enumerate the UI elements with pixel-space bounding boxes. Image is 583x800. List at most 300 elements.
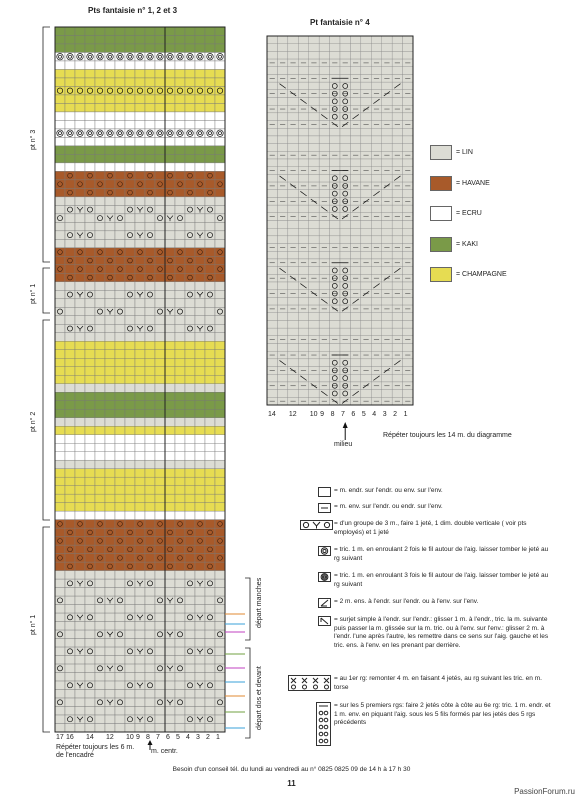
chart-cell (95, 520, 105, 528)
chart-cell (267, 159, 277, 167)
chart-cell (350, 313, 360, 321)
chart-cell (135, 503, 145, 511)
chart-cell (175, 554, 185, 562)
chart-cell (392, 228, 402, 236)
chart-cell (185, 622, 195, 630)
chart-cell (330, 144, 340, 152)
chart-cell (371, 221, 381, 229)
chart-cell (95, 690, 105, 698)
chart-cell (382, 374, 392, 382)
chart-cell (145, 707, 155, 715)
chart-cell (330, 313, 340, 321)
chart-cell (55, 520, 65, 528)
chart-cell (277, 344, 287, 352)
chart-cell (155, 664, 165, 672)
chart-cell (309, 51, 319, 59)
chart-cell (288, 159, 298, 167)
chart-cell (371, 344, 381, 352)
legend-swatch-havane (430, 176, 452, 191)
chart-cell (85, 647, 95, 655)
chart-cell (65, 656, 75, 664)
chart-cell (135, 639, 145, 647)
chart-cell (145, 545, 155, 553)
chart-cell (319, 36, 329, 44)
chart-cell (155, 715, 165, 723)
chart-cell (319, 136, 329, 144)
stitch-number: 3 (196, 734, 200, 741)
chart-cell (165, 460, 175, 468)
chart-cell (392, 221, 402, 229)
chart-cell (115, 673, 125, 681)
chart-cell (288, 51, 298, 59)
chart-cell (319, 236, 329, 244)
chart-cell (288, 251, 298, 259)
chart-cell (298, 328, 308, 336)
chart-cell (85, 656, 95, 664)
section-label-pt1-upper: pt n° 1 (30, 283, 37, 304)
chart-cell (165, 681, 175, 689)
chart-cell (55, 494, 65, 502)
chart-cell (155, 511, 165, 519)
chart-cell (105, 588, 115, 596)
chart-cell (75, 562, 85, 570)
chart-cell (85, 579, 95, 587)
chart-cell (309, 36, 319, 44)
chart-cell (288, 297, 298, 305)
chart-cell (277, 297, 287, 305)
chart-cell (85, 622, 95, 630)
chart-cell (185, 460, 195, 468)
chart-cell (215, 571, 225, 579)
chart-cell (330, 51, 340, 59)
chart-cell (361, 128, 371, 136)
chart-cell (403, 221, 413, 229)
chart-cell (135, 520, 145, 528)
chart-cell (85, 673, 95, 681)
chart-cell (215, 630, 225, 638)
legend-label-kaki: = KAKI (456, 241, 478, 248)
chart-cell (65, 537, 75, 545)
chart-cell (392, 282, 402, 290)
chart-cell (195, 503, 205, 511)
chart-cell (382, 144, 392, 152)
chart-cell (95, 571, 105, 579)
chart-cell (371, 228, 381, 236)
stitch-number: 2 (393, 411, 398, 418)
chart-cell (165, 579, 175, 587)
chart-cell (145, 511, 155, 519)
chart-cell (392, 113, 402, 121)
chart-cell (298, 82, 308, 90)
chart-cell (115, 622, 125, 630)
chart-cell (85, 690, 95, 698)
chart-cell (298, 390, 308, 398)
chart-cell (145, 571, 155, 579)
chart-cell (403, 67, 413, 75)
chart-cell (105, 622, 115, 630)
chart-cell (392, 36, 402, 44)
chart-cell (55, 673, 65, 681)
chart-cell (267, 174, 277, 182)
chart-cell (371, 313, 381, 321)
chart-cell (392, 344, 402, 352)
chart-cell (145, 588, 155, 596)
chart-cell (288, 359, 298, 367)
symbol-text-group3: = d'un groupe de 3 m., faire 1 jeté, 1 dim. double verticale ( voir pts employés) et 1 jeté (334, 520, 527, 536)
chart-cell (309, 344, 319, 352)
chart-cell (145, 673, 155, 681)
chart-cell (340, 251, 350, 259)
chart-cell (185, 520, 195, 528)
chart-cell (382, 136, 392, 144)
chart-cell (215, 596, 225, 604)
chart-cell (371, 251, 381, 259)
chart-cell (145, 537, 155, 545)
chart-cell (155, 681, 165, 689)
chart-cell (115, 681, 125, 689)
chart-cell (195, 707, 205, 715)
chart-cell (165, 503, 175, 511)
chart-cell (65, 681, 75, 689)
chart-cell (135, 528, 145, 536)
chart-cell (403, 267, 413, 275)
chart-cell (340, 136, 350, 144)
chart-cell (392, 159, 402, 167)
chart-cell (165, 715, 175, 723)
chart-cell (205, 562, 215, 570)
chart-cell (135, 605, 145, 613)
chart-cell (185, 690, 195, 698)
chart-cell (125, 724, 135, 732)
chart-cell (205, 588, 215, 596)
chart-cell (330, 320, 340, 328)
chart-cell (205, 681, 215, 689)
chart-cell (215, 647, 225, 655)
chart-cell (403, 320, 413, 328)
chart-cell (195, 562, 205, 570)
chart-cell (403, 128, 413, 136)
chart-cell (155, 537, 165, 545)
chart-cell (267, 113, 277, 121)
chart-cell (288, 98, 298, 106)
chart-cell (195, 656, 205, 664)
chart-cell (95, 613, 105, 621)
chart-cell (55, 715, 65, 723)
chart-cell (403, 44, 413, 52)
chart-cell (115, 469, 125, 477)
chart-cell (382, 174, 392, 182)
chart-cell (135, 673, 145, 681)
right-chart-grid (267, 36, 413, 405)
chart-cell (125, 486, 135, 494)
chart-cell (105, 477, 115, 485)
chart-cell (75, 537, 85, 545)
chart-cell (195, 469, 205, 477)
chart-cell (403, 190, 413, 198)
chart-cell (298, 267, 308, 275)
stitch-number: 10 (126, 734, 134, 741)
chart-cell (145, 630, 155, 638)
chart-cell (145, 639, 155, 647)
chart-cell (65, 571, 75, 579)
chart-cell (125, 503, 135, 511)
chart-cell (125, 715, 135, 723)
chart-cell (361, 82, 371, 90)
chart-cell (155, 554, 165, 562)
chart-cell (145, 613, 155, 621)
chart-cell (145, 579, 155, 587)
chart-cell (298, 113, 308, 121)
chart-cell (277, 44, 287, 52)
chart-cell (361, 36, 371, 44)
chart-cell (95, 647, 105, 655)
chart-cell (55, 664, 65, 672)
chart-cell (75, 639, 85, 647)
chart-cell (145, 486, 155, 494)
chart-cell (175, 707, 185, 715)
chart-cell (105, 503, 115, 511)
chart-cell (361, 267, 371, 275)
chart-cell (115, 715, 125, 723)
chart-cell (403, 82, 413, 90)
bracket-depart-dos-devant (245, 648, 250, 738)
chart-cell (95, 511, 105, 519)
chart-cell (145, 494, 155, 502)
chart-cell (95, 698, 105, 706)
chart-cell (175, 622, 185, 630)
chart-cell (145, 724, 155, 732)
chart-cell (392, 144, 402, 152)
chart-cell (75, 656, 85, 664)
chart-cell (65, 605, 75, 613)
chart-cell (145, 715, 155, 723)
chart-cell (145, 477, 155, 485)
chart-cell (85, 698, 95, 706)
chart-cell (185, 477, 195, 485)
chart-cell (145, 528, 155, 536)
chart-cell (105, 639, 115, 647)
chart-cell (298, 221, 308, 229)
chart-cell (215, 613, 225, 621)
chart-cell (55, 537, 65, 545)
chart-cell (165, 724, 175, 732)
chart-cell (382, 51, 392, 59)
chart-cell (95, 494, 105, 502)
chart-cell (115, 486, 125, 494)
chart-cell (65, 724, 75, 732)
chart-cell (75, 596, 85, 604)
chart-cell (115, 647, 125, 655)
chart-cell (185, 511, 195, 519)
chart-cell (175, 486, 185, 494)
chart-cell (95, 715, 105, 723)
chart-cell (165, 511, 175, 519)
chart-cell (309, 205, 319, 213)
chart-cell (185, 528, 195, 536)
chart-cell (403, 51, 413, 59)
chart-cell (65, 698, 75, 706)
chart-cell (215, 562, 225, 570)
chart-cell (95, 486, 105, 494)
legend-swatch-ecru (430, 206, 452, 221)
chart-cell (75, 605, 85, 613)
chart-cell (361, 51, 371, 59)
chart-cell (155, 698, 165, 706)
chart-cell (277, 205, 287, 213)
chart-cell (382, 297, 392, 305)
chart-cell (85, 588, 95, 596)
chart-cell (165, 639, 175, 647)
chart-cell (392, 44, 402, 52)
chart-cell (267, 51, 277, 59)
chart-cell (361, 136, 371, 144)
chart-cell (403, 36, 413, 44)
chart-cell (135, 588, 145, 596)
chart-cell (145, 605, 155, 613)
stitch-number: 8 (146, 734, 150, 741)
chart-cell (125, 707, 135, 715)
chart-cell (155, 545, 165, 553)
chart-cell (309, 159, 319, 167)
chart-cell (175, 460, 185, 468)
dash-square-icon (318, 503, 332, 513)
chart-cell (350, 344, 360, 352)
section-label-pt2: pt n° 2 (30, 411, 37, 432)
stitch-number: 5 (361, 411, 366, 418)
chart-cell (298, 228, 308, 236)
chart-cell (125, 579, 135, 587)
chart-cell (125, 647, 135, 655)
chart-cell (65, 562, 75, 570)
symbol-text-blank: = m. endr. sur l'endr. ou env. sur l'env. (334, 487, 443, 494)
chart-cell (319, 51, 329, 59)
chart-cell (288, 228, 298, 236)
chart-cell (195, 477, 205, 485)
chart-cell (155, 528, 165, 536)
chart-cell (115, 690, 125, 698)
chart-cell (215, 656, 225, 664)
chart-cell (371, 128, 381, 136)
chart-cell (175, 724, 185, 732)
chart-cell (361, 190, 371, 198)
chart-cell (319, 159, 329, 167)
chart-cell (267, 144, 277, 152)
chart-cell (330, 251, 340, 259)
chart-cell (145, 664, 155, 672)
chart-cell (185, 681, 195, 689)
chart-cell (125, 520, 135, 528)
chart-cell (55, 460, 65, 468)
chart-cell (65, 494, 75, 502)
chart-cell (288, 36, 298, 44)
chart-cell (65, 588, 75, 596)
chart-cell (403, 174, 413, 182)
chart-cell (309, 67, 319, 75)
chart-cell (298, 313, 308, 321)
chart-cell (350, 82, 360, 90)
chart-cell (75, 571, 85, 579)
chart-cell (135, 477, 145, 485)
chart-cell (95, 588, 105, 596)
chart-cell (65, 486, 75, 494)
chart-cell (135, 469, 145, 477)
chart-cell (55, 528, 65, 536)
chart-cell (185, 579, 195, 587)
chart-cell (205, 494, 215, 502)
chart-cell (55, 647, 65, 655)
chart-cell (298, 51, 308, 59)
chart-cell (309, 128, 319, 136)
chart-cell (361, 144, 371, 152)
chart-cell (277, 313, 287, 321)
chart-cell (288, 374, 298, 382)
chart-cell (135, 707, 145, 715)
chart-cell (267, 251, 277, 259)
chart-cell (125, 469, 135, 477)
chart-cell (340, 44, 350, 52)
chart-cell (135, 537, 145, 545)
left-center-label: m. centr. (151, 748, 178, 755)
stitch-number: 12 (106, 734, 114, 741)
chart-cell (155, 613, 165, 621)
right-chart-title: Pt fantaisie n° 4 (310, 18, 370, 27)
chart-cell (340, 320, 350, 328)
chart-cell (55, 698, 65, 706)
chart-cell (155, 622, 165, 630)
chart-cell (195, 486, 205, 494)
chart-cell (215, 503, 225, 511)
chart-cell (65, 579, 75, 587)
chart-cell (95, 554, 105, 562)
chart-cell (155, 605, 165, 613)
chart-cell (371, 67, 381, 75)
chart-cell (392, 374, 402, 382)
chart-cell (95, 605, 105, 613)
chart-cell (319, 282, 329, 290)
chart-cell (267, 190, 277, 198)
chart-cell (145, 596, 155, 604)
chart-cell (115, 588, 125, 596)
chart-cell (288, 190, 298, 198)
chart-cell (361, 297, 371, 305)
chart-cell (155, 520, 165, 528)
chart-cell (215, 460, 225, 468)
chart-cell (115, 528, 125, 536)
chart-cell (288, 282, 298, 290)
chart-cell (392, 390, 402, 398)
chart-cell (75, 630, 85, 638)
chart-cell (361, 390, 371, 398)
chart-cell (350, 267, 360, 275)
chart-cell (205, 698, 215, 706)
chart-cell (175, 596, 185, 604)
chart-cell (105, 486, 115, 494)
chart-cell (95, 630, 105, 638)
chart-cell (85, 707, 95, 715)
chart-cell (319, 98, 329, 106)
chart-cell (298, 144, 308, 152)
chart-cell (165, 613, 175, 621)
chart-cell (215, 579, 225, 587)
chart-cell (340, 221, 350, 229)
legend-swatch-champagne (430, 267, 452, 282)
chart-cell (55, 554, 65, 562)
chart-cell (403, 359, 413, 367)
chart-cell (155, 579, 165, 587)
chart-cell (165, 545, 175, 553)
chart-cell (267, 328, 277, 336)
chart-cell (55, 630, 65, 638)
